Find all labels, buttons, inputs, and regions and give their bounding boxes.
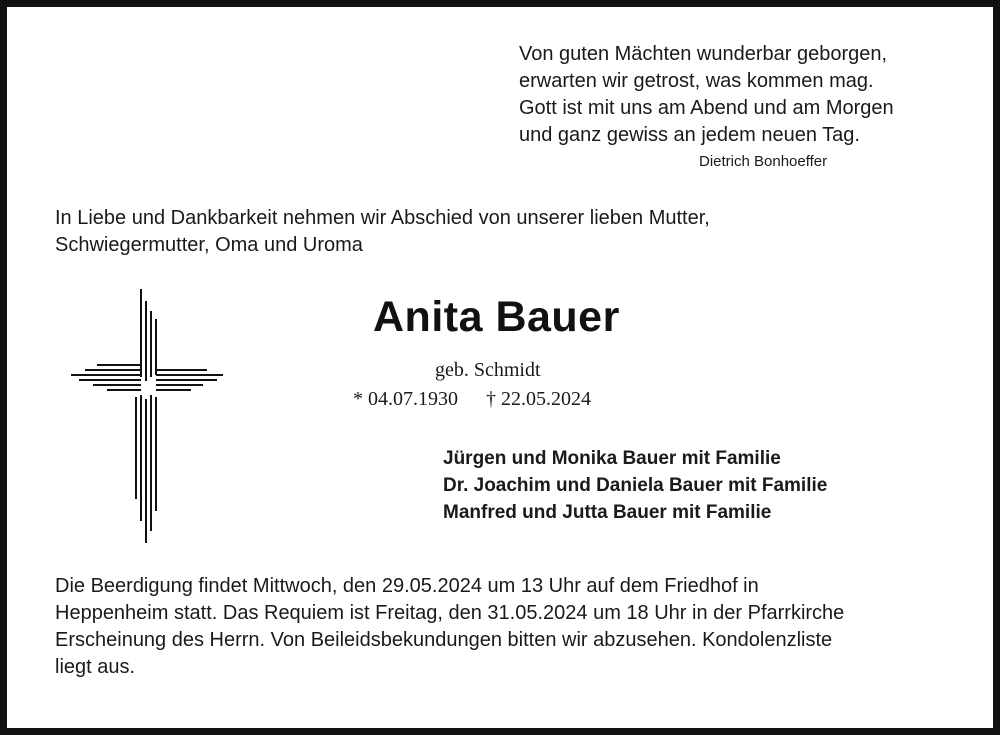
deceased-name: Anita Bauer bbox=[373, 293, 620, 341]
family-member: Manfred und Jutta Bauer mit Familie bbox=[443, 502, 772, 523]
poem-line: Gott ist mit uns am Abend und am Morgen bbox=[519, 97, 894, 119]
intro-line: In Liebe und Dankbarkeit nehmen wir Abschied von unserer lieben Mutter, bbox=[55, 207, 710, 229]
life-dates bbox=[353, 388, 591, 411]
family-member: Dr. Joachim und Daniela Bauer mit Familie bbox=[443, 475, 828, 496]
poem-author: Dietrich Bonhoeffer bbox=[699, 153, 828, 170]
family-list bbox=[443, 445, 827, 526]
poem-line: und ganz gewiss an jedem neuen Tag. bbox=[519, 124, 860, 146]
funeral-line: Heppenheim statt. Das Requiem ist Freitag, den 31.05.2024 um 18 Uhr in der Pfarrkirche bbox=[55, 602, 845, 624]
family-member: Jürgen und Monika Bauer mit Familie bbox=[443, 448, 781, 469]
intro-line: Schwiegermutter, Oma und Uroma bbox=[55, 234, 363, 256]
funeral-line: Die Beerdigung findet Mittwoch, den 29.05.2024 um 13 Uhr auf dem Friedhof in bbox=[55, 575, 759, 597]
poem-line: erwarten wir getrost, was kommen mag. bbox=[519, 70, 874, 92]
funeral-line: liegt aus. bbox=[55, 656, 136, 678]
cross-icon bbox=[57, 285, 237, 547]
birth-date: * 04.07.1930 bbox=[353, 388, 458, 410]
funeral-line: Erscheinung des Herrn. Von Beileidsbekundungen bitten wir abzusehen. Kondolenzliste bbox=[55, 629, 833, 651]
poem-line: Von guten Mächten wunderbar geborgen, bbox=[519, 43, 888, 65]
death-date: † 22.05.2024 bbox=[486, 388, 591, 410]
poem bbox=[519, 41, 959, 149]
maiden-name: geb. Schmidt bbox=[435, 359, 541, 381]
intro-text bbox=[55, 205, 955, 259]
funeral-info bbox=[55, 573, 965, 681]
